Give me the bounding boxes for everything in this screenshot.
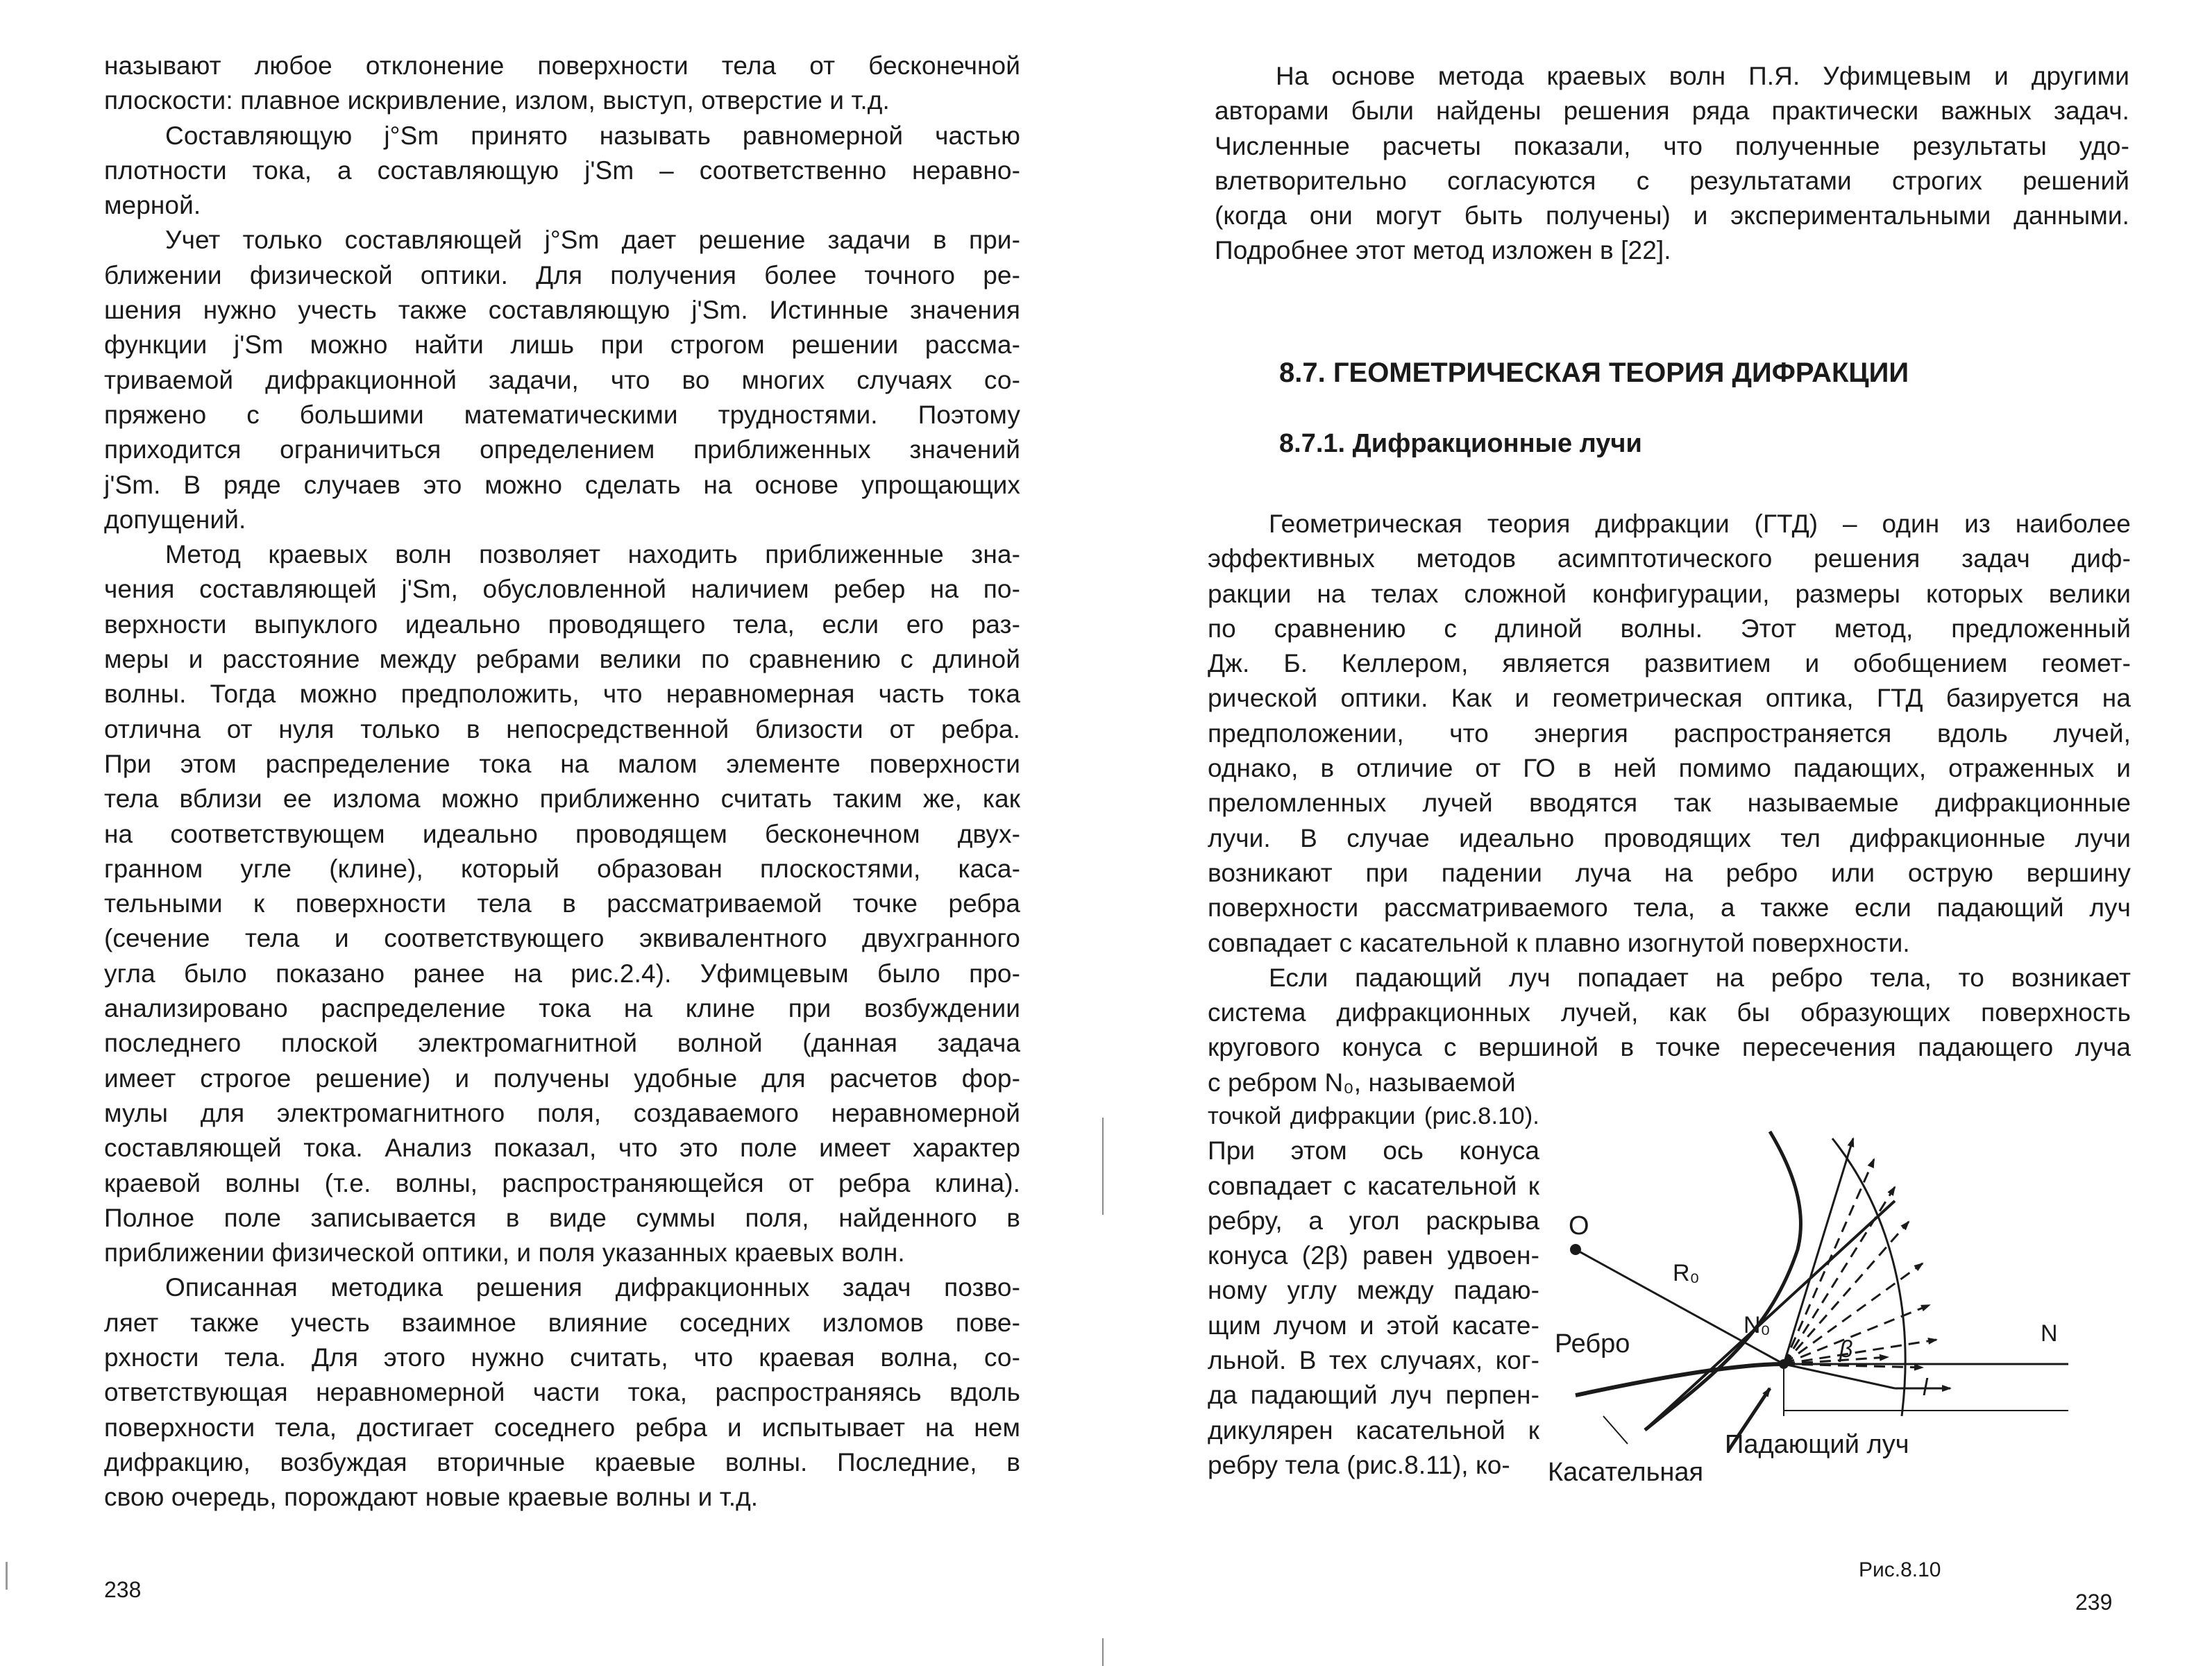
subsection-heading: 8.7.1. Дифракционные лучи <box>1279 429 1642 458</box>
text-line: с ребром N₀, называемой <box>1208 1068 1516 1097</box>
text-line: плоскости: плавное искривление, излом, выступ, отверстие и т.д. <box>104 86 890 115</box>
text-line: Метод краевых волн позволяет находить приближенные зна- <box>165 540 1020 569</box>
text-line: на соответствующем идеально проводящем бесконечном двух- <box>104 819 1020 848</box>
text-line: отлична от нуля только в непосредственной близости от ребра. <box>104 714 1020 743</box>
text-line: щим лучом и этой касате- <box>1208 1311 1539 1340</box>
text-line: приближении физической оптики, и поля указанных краевых волн. <box>104 1238 905 1268</box>
label-beta: β <box>1839 1336 1853 1363</box>
text-line: льной. В тех случаях, ког- <box>1208 1346 1539 1375</box>
label-n: N <box>2041 1320 2058 1347</box>
text-line: Составляющую j°Sm принято называть равномерной частью <box>165 121 1020 150</box>
text-line: тела вблизи ее излома можно приближенно считать таким же, как <box>104 784 1020 814</box>
cone-outer-arc <box>1832 1138 1905 1416</box>
text-line: угла было показано ранее на рис.2.4). Уфимцевым было про- <box>104 959 1020 988</box>
label-n0: N₀ <box>1744 1312 1771 1338</box>
text-line: Полное поле записывается в виде суммы поля, найденного в <box>104 1203 1020 1232</box>
text-line: волны. Тогда можно предположить, что неравномерная часть тока <box>104 680 1020 709</box>
text-line: рхности тела. Для этого нужно считать, что краевая волна, со- <box>104 1343 1020 1372</box>
text-line: краевой волны (т.е. волны, распространяющейся от ребра клина). <box>104 1168 1020 1197</box>
figure-8-10 <box>1548 1125 2068 1513</box>
text-line: ляет также учесть взаимное влияние соседних изломов пове- <box>104 1308 1020 1337</box>
page-number-right: 239 <box>2075 1590 2113 1615</box>
text-line: плотности тока, а составляющую j'Sm – соответственно неравно- <box>104 155 1020 185</box>
label-tangent: Касательная <box>1548 1458 1704 1487</box>
text-line: тельными к поверхности тела в рассматриваемой точке ребра <box>104 889 1020 918</box>
text-line: ближении физической оптики. Для получения более точного ре- <box>104 260 1020 289</box>
text-line: функции j'Sm можно найти лишь при строгом решении рассма- <box>104 330 1020 360</box>
right-page-intro-text <box>1215 59 2129 269</box>
tangent-leader <box>1603 1416 1628 1444</box>
text-line: поверхности тела, достигает соседнего ребра и испытывает на нем <box>104 1413 1020 1442</box>
cone-generator-upper <box>1784 1138 1853 1364</box>
point-o <box>1570 1244 1581 1255</box>
text-line: совпадает с касательной к <box>1208 1171 1539 1200</box>
text-line: предположении, что энергия распространяется вдоль лучей, <box>1208 718 2131 748</box>
text-line: называют любое отклонение поверхности тела от бесконечной <box>104 51 1020 80</box>
text-line: система дифракционных лучей, как бы образующих поверхность <box>1208 998 2131 1027</box>
book-spine-mark <box>1102 1118 1104 1215</box>
text-line: составляющей тока. Анализ показал, что это поле имеет характер <box>104 1134 1020 1163</box>
text-line: Учет только составляющей j°Sm дает решение задачи в при- <box>165 226 1020 255</box>
text-line: Дж. Б. Келлером, является развитием и обобщением геомет- <box>1208 649 2131 678</box>
text-line: На основе метода краевых волн П.Я. Уфимцевым и другими <box>1276 62 2129 90</box>
text-line: лучи. В случае идеально проводящих тел дифракционные лучи <box>1208 823 2131 852</box>
text-line: шения нужно учесть также составляющую j'Sm. Истинные значения <box>104 296 1020 325</box>
text-line: Если падающий луч попадает на ребро тела, то возникает <box>1269 963 2131 992</box>
text-line: влетворительно согласуются с результатами строгих решений <box>1215 166 2129 195</box>
scan-edge-mark <box>6 1562 8 1590</box>
text-line: мулы для электромагнитного поля, создаваемого неравномерной <box>104 1098 1020 1127</box>
text-line: Геометрическая теория дифракции (ГТД) – один из наиболее <box>1269 510 2131 538</box>
text-line: При этом ось конуса <box>1208 1136 1539 1166</box>
text-line: чения составляющей j'Sm, обусловленной наличием ребер на по- <box>104 575 1020 604</box>
text-line: последнего плоской электромагнитной волной (данная задача <box>104 1029 1020 1058</box>
text-line: ракции на телах сложной конфигурации, размеры которых велики <box>1208 579 2131 608</box>
text-line: точкой дифракции (рис.8.10). <box>1208 1103 1539 1129</box>
text-line: При этом распределение тока на малом элементе поверхности <box>104 749 1020 778</box>
label-length: l <box>1923 1374 1928 1401</box>
text-line: мерной. <box>104 191 201 220</box>
text-line: ответствующая неравномерной части тока, распространяясь вдоль <box>104 1378 1020 1407</box>
text-line: эффективных методов асимптотического решения задач диф- <box>1208 544 2131 573</box>
cone-generator-lower <box>1784 1364 1895 1388</box>
diffracted-rays <box>1784 1159 1936 1368</box>
text-line: ному углу между падаю- <box>1208 1276 1539 1305</box>
text-line: меры и расстояние между ребрами велики по сравнению с длиной <box>104 645 1020 674</box>
left-page <box>0 0 1104 1666</box>
text-line: (сечение тела и соответствующего эквивалентного двухгранного <box>104 924 1020 953</box>
text-line: ребру тела (рис.8.11), ко- <box>1208 1450 1510 1479</box>
text-line: преломленных лучей вводятся так называемые дифракционные <box>1208 789 2131 818</box>
body-surface-curve <box>1645 1131 1800 1430</box>
text-line: дикулярен касательной к <box>1208 1415 1539 1445</box>
text-line: приходится ограничиться определением приближенных значений <box>104 435 1020 464</box>
text-line: допущений. <box>104 505 246 534</box>
label-point-o: O <box>1569 1211 1589 1240</box>
right-page-main-text <box>1208 507 2131 1100</box>
label-r0: R₀ <box>1673 1260 1700 1286</box>
text-line: конуса (2β) равен удвоен- <box>1208 1241 1539 1270</box>
label-incident-ray: Падающий луч <box>1725 1430 1909 1459</box>
text-line: да падающий луч перпен- <box>1208 1381 1539 1410</box>
label-edge: Ребро <box>1555 1329 1630 1358</box>
text-line: однако, в отличие от ГО в ней помимо падающих, отраженных и <box>1208 754 2131 783</box>
text-line: дифракцию, возбуждая вторичные краевые волны. Последние, в <box>104 1447 1020 1476</box>
left-page-text <box>104 49 1020 1515</box>
page-number-left: 238 <box>104 1577 142 1602</box>
text-line: (когда они могут быть получены) и экспериментальными данными. <box>1215 201 2129 230</box>
text-line: по сравнению с длиной волны. Этот метод, предложенный <box>1208 614 2131 643</box>
text-line: пряжено с большими математическими трудностями. Поэтому <box>104 400 1020 429</box>
text-line: анализировано распределение тока на клине при возбуждении <box>104 994 1020 1023</box>
text-line: ребру, а угол раскрыва <box>1208 1206 1539 1235</box>
text-line: Описанная методика решения дифракционных задач позво- <box>165 1273 1020 1302</box>
text-line: гранном угле (клине), который образован плоскостями, каса- <box>104 854 1020 883</box>
text-line: поверхности рассматриваемого тела, а также если падающий луч <box>1208 893 2131 923</box>
right-page <box>1111 0 2212 1666</box>
text-line: авторами были найдены решения ряда практически важных задач. <box>1215 96 2129 126</box>
text-line: кругового конуса с вершиной в точке пересечения падающего луча <box>1208 1033 2131 1062</box>
figure-caption: Рис.8.10 <box>1859 1558 1941 1581</box>
text-line: возникают при падении луча на ребро или острую вершину <box>1208 858 2131 887</box>
text-line: верхности выпуклого идеально проводящего тела, если его раз- <box>104 609 1020 639</box>
text-line: Численные расчеты показали, что полученные результаты удо- <box>1215 131 2129 160</box>
section-heading: 8.7. ГЕОМЕТРИЧЕСКАЯ ТЕОРИЯ ДИФРАКЦИИ <box>1279 357 1909 388</box>
book-spine-mark-lower <box>1102 1638 1104 1666</box>
text-line: рической оптики. Как и геометрическая оптика, ГТД базируется на <box>1208 684 2131 713</box>
text-line: j'Sm. В ряде случаев это можно сделать на основе упрощающих <box>104 470 1020 499</box>
text-line: свою очередь, порождают новые краевые волны и т.д. <box>104 1483 759 1512</box>
text-line: триваемой дифракционной задачи, что во многих случаях со- <box>104 365 1020 394</box>
text-line: имеет строгое решение) и получены удобные для расчетов фор- <box>104 1063 1020 1093</box>
text-line: совпадает с касательной к плавно изогнутой поверхности. <box>1208 928 1910 957</box>
text-line: Подробнее этот метод изложен в [22]. <box>1215 236 1671 265</box>
edge-curve <box>1576 1364 1784 1395</box>
right-page-wrapped-text <box>1208 1099 1539 1483</box>
